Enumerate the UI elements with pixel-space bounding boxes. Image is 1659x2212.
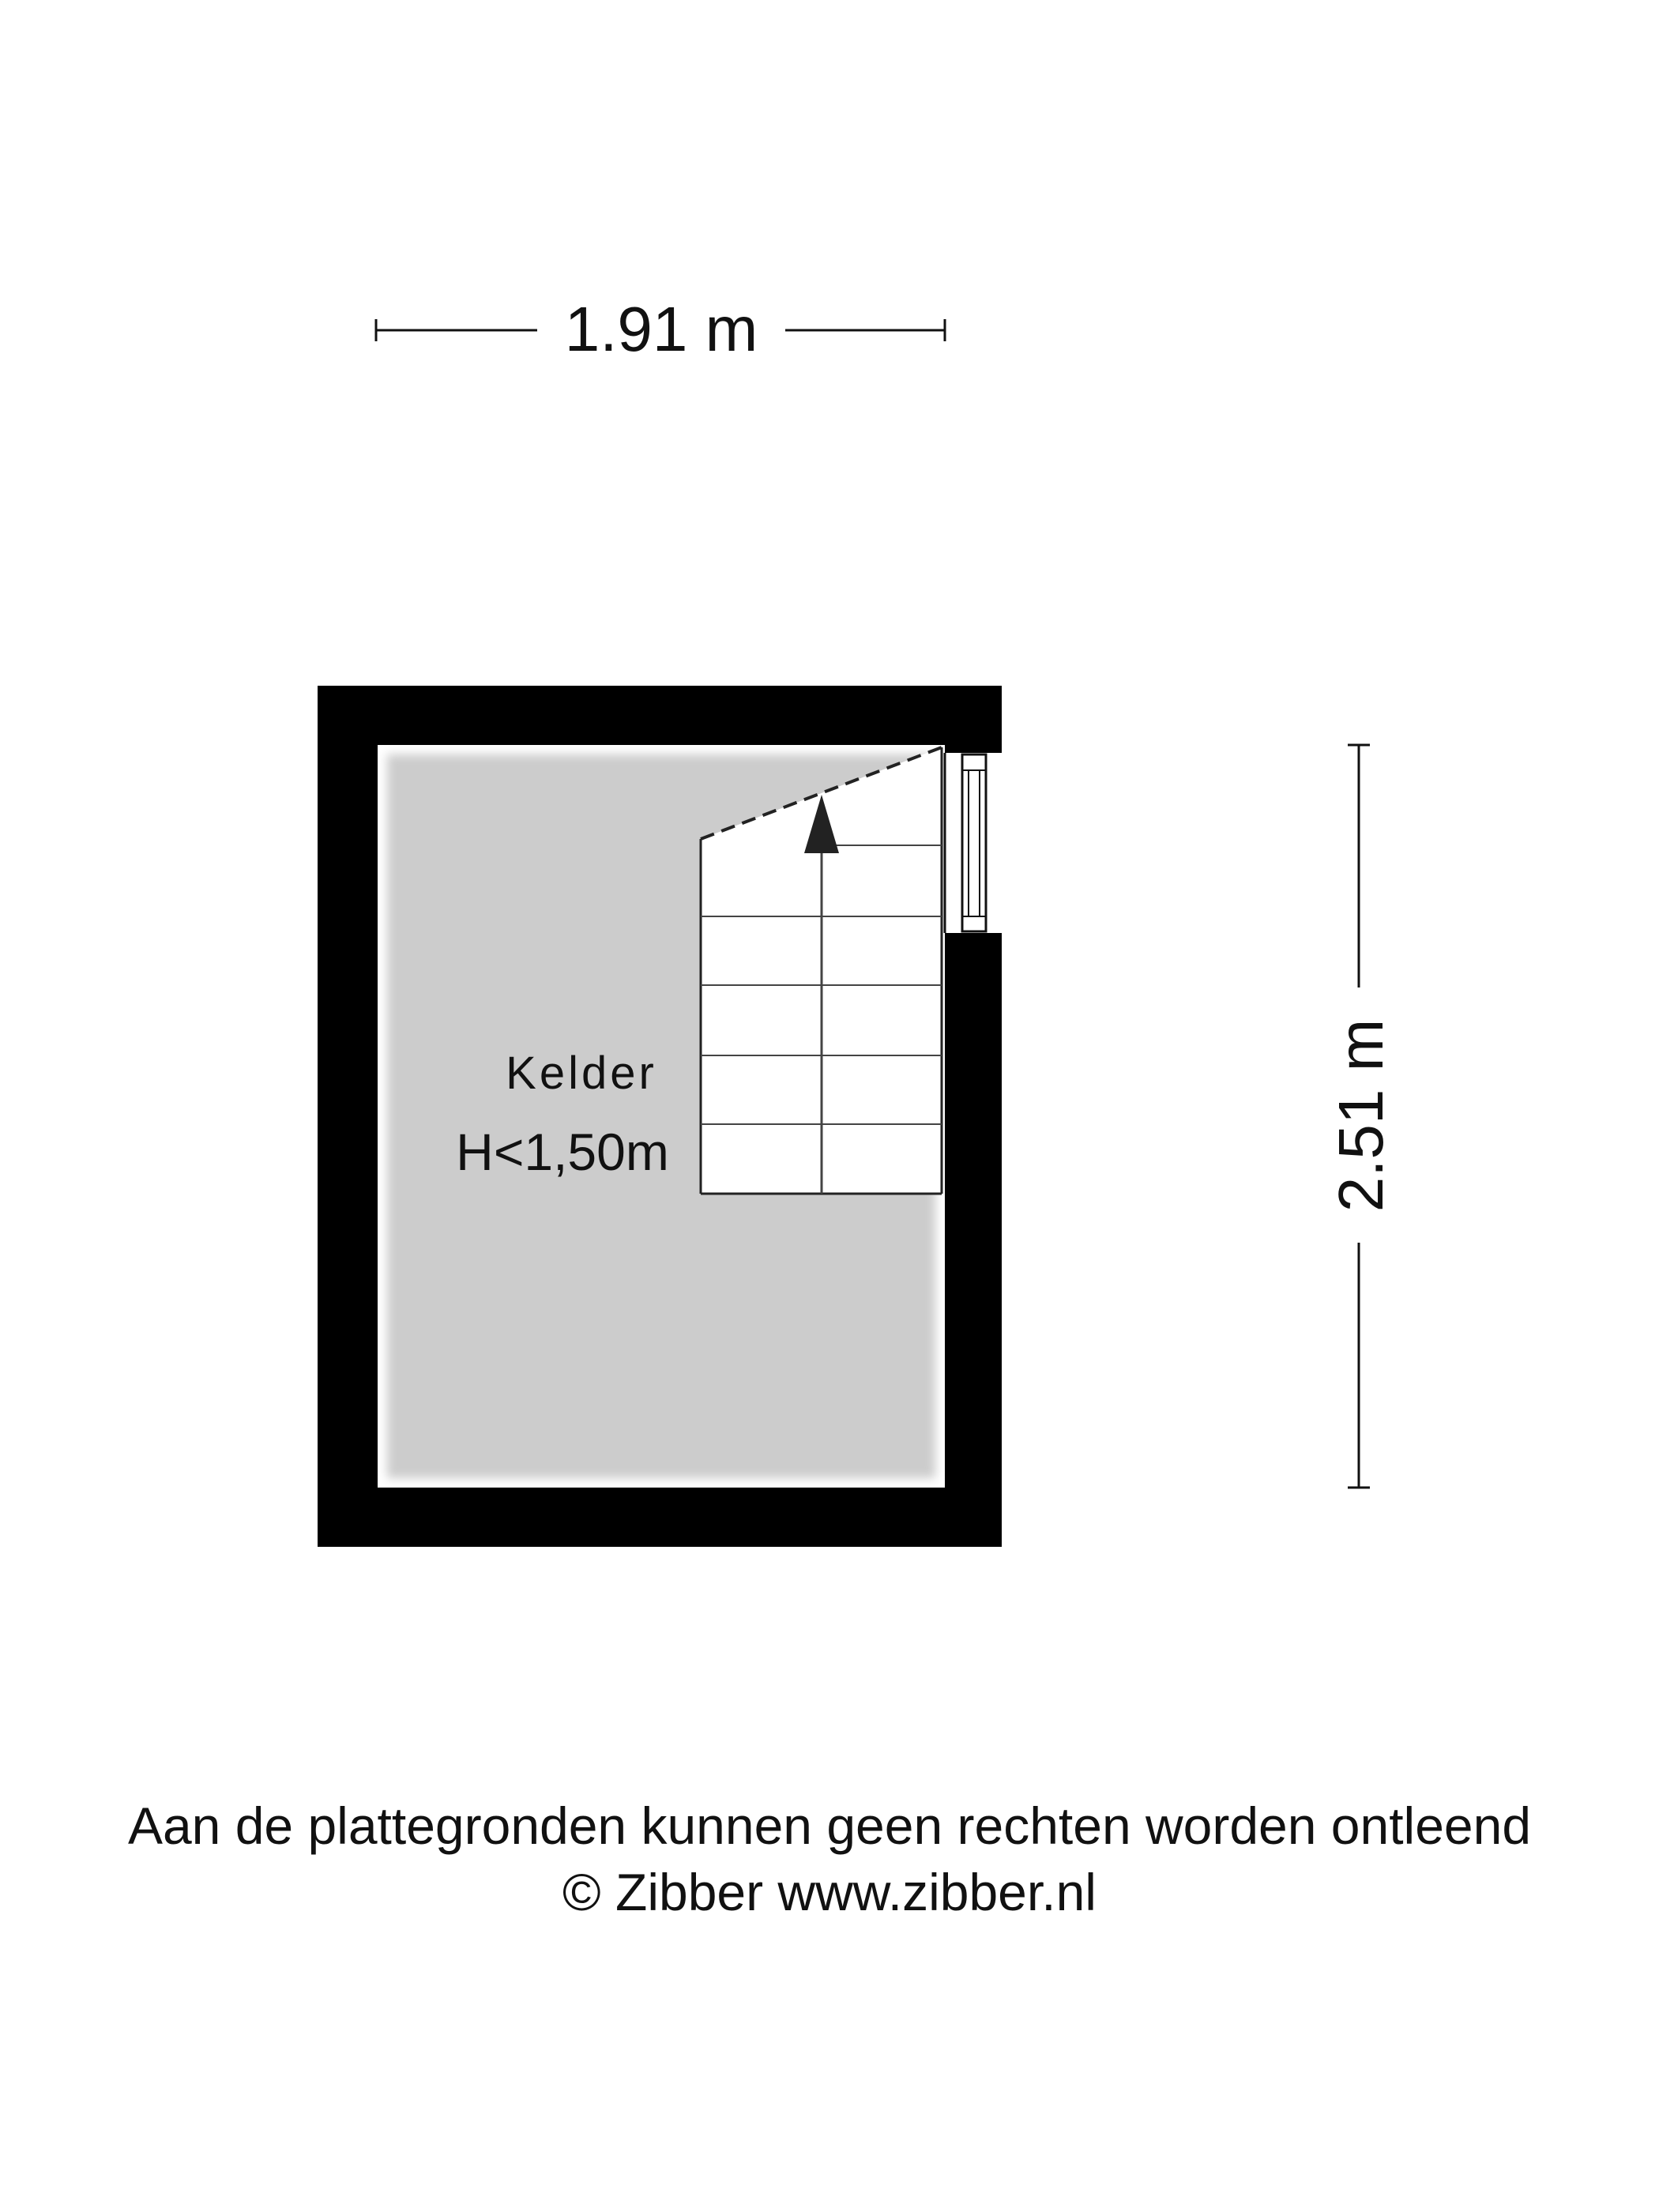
width-dimension <box>376 294 945 364</box>
height-label: 2.51 m <box>1326 1018 1396 1213</box>
disclaimer-text: Aan de plattegronden kunnen geen rechten worden ontleend <box>127 1796 1532 1855</box>
height-dimension <box>1326 745 1396 1488</box>
window <box>945 753 1002 933</box>
width-label: 1.91 m <box>564 294 758 364</box>
room-name: Kelder <box>506 1048 657 1099</box>
copyright-text: © Zibber www.zibber.nl <box>562 1863 1097 1921</box>
room-ceiling-height: H<1,50m <box>456 1123 669 1181</box>
